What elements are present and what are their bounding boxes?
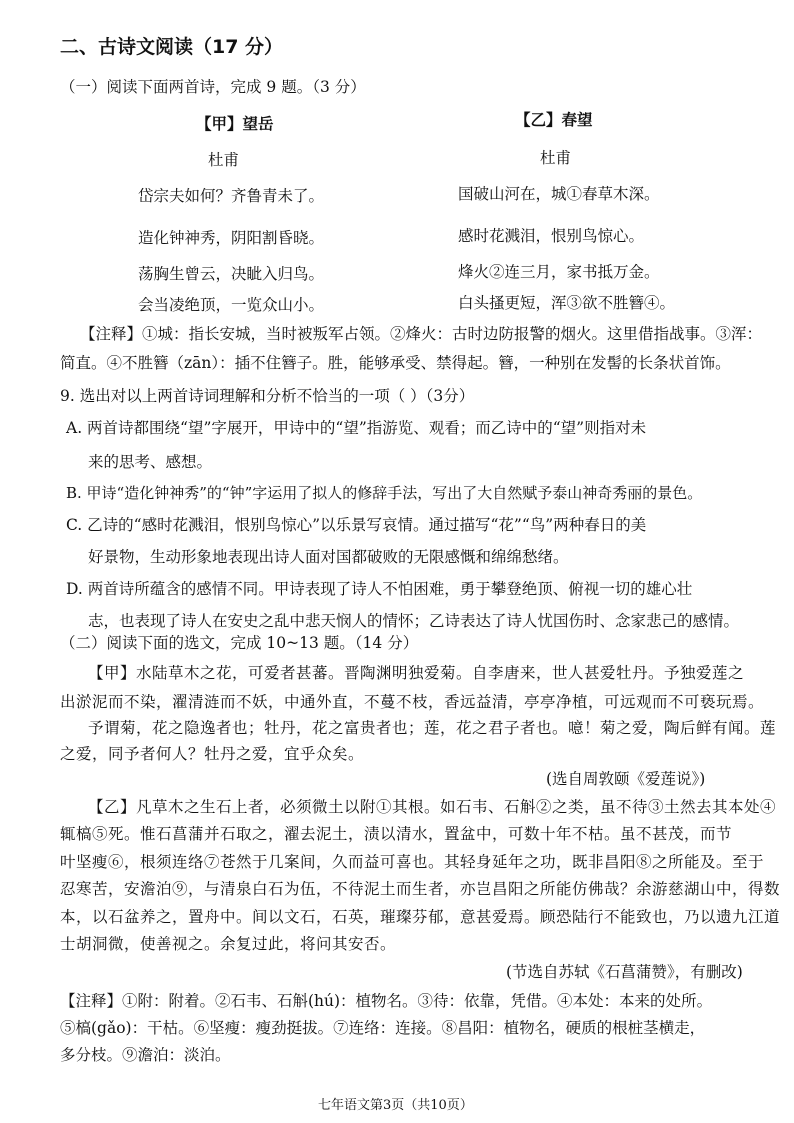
part1-notes: 【注释】①城：指长安城，当时被叛军占领。②烽火：古时边防报警的烟火。这里借指战事。③浑： bbox=[80, 325, 763, 343]
poem-b-author: 杜甫 bbox=[540, 149, 572, 167]
option-a: A. 两首诗都围绕“望”字展开，甲诗中的“望”指游览、观看；而乙诗中的“望”则指对未 bbox=[66, 419, 647, 437]
poem-b-line: 感时花溅泪，恨别鸟惊心。 bbox=[458, 227, 645, 245]
text-b-line: 叶坚瘦⑥，根须连络⑦苍然于几案间，久而益可喜也。其轻身延年之功，既非昌阳⑧之所能及。至于 bbox=[60, 853, 765, 871]
option-a-cont: 来的思考、感想。 bbox=[88, 453, 213, 471]
part2-notes: 【注释】①附：附着。②石韦、石斛(hú)：植物名。③待：依靠，凭借。④本处：本来的处所。 bbox=[60, 992, 713, 1010]
poem-a-author: 杜甫 bbox=[208, 151, 240, 169]
option-d: D. 两首诗所蕴含的感情不同。甲诗表现了诗人不怕困难，勇于攀登绝顶、俯视一切的雄心壮 bbox=[66, 580, 693, 598]
option-b: B. 甲诗“造化钟神秀”的“钟”字运用了拟人的修辞手法，写出了大自然赋予泰山神奇秀丽的景色。 bbox=[66, 484, 703, 502]
text-a-line: 出淤泥而不染，濯清涟而不妖，中通外直，不蔓不枝，香远益清，亭亭净植，可远观而不可亵玩焉。 bbox=[60, 693, 765, 711]
source-a: (选自周敦颐《爱莲说》) bbox=[546, 770, 706, 788]
text-b-line: 本，以石盆养之，置舟中。间以文石，石英，璀璨芬郁，意甚爱焉。顾恐陆行不能致也，乃以遗九江道 bbox=[60, 908, 781, 926]
poem-a-line: 会当凌绝顶，一览众山小。 bbox=[138, 296, 325, 314]
text-b-line: 士胡洞微，使善视之。余复过此，将问其安否。 bbox=[60, 935, 397, 953]
text-b-line: 【乙】凡草木之生石上者，必须微土以附①其根。如石韦、石斛②之类，虽不待③土然去其本处④ bbox=[88, 798, 777, 816]
text-b-line: 忍寒苦，安澹泊⑨，与清泉白石为伍，不待泥土而生者，亦岂昌阳之所能仿佛哉？余游慈湖山中，得数 bbox=[60, 880, 781, 898]
poem-a-line: 岱宗夫如何？齐鲁青未了。 bbox=[138, 187, 325, 205]
question-9: 9. 选出对以上两首诗词理解和分析不恰当的一项（ ）（3分） bbox=[60, 387, 475, 405]
text-a-line: 之爱，同予者何人？牡丹之爱，宜乎众矣。 bbox=[60, 745, 365, 763]
poem-b-line: 白头搔更短，浑③欲不胜簪④。 bbox=[458, 294, 676, 312]
part2-notes: ⑤槁(gǎo)：干枯。⑥坚瘦：瘦劲挺拔。⑦连络：连接。⑧昌阳：植物名，硬质的根桩茎横走， bbox=[60, 1019, 706, 1037]
part2-header: （二）阅读下面的选文，完成 10~13 题。（14 分） bbox=[60, 634, 419, 652]
option-c: C. 乙诗的“感时花溅泪，恨别鸟惊心”以乐景写哀情。通过描写“花”“鸟”两种春日的美 bbox=[66, 516, 647, 534]
poem-b-line: 烽火②连三月，家书抵万金。 bbox=[458, 263, 660, 281]
poem-a-line: 荡胸生曾云，决眦入归鸟。 bbox=[138, 265, 325, 283]
poem-a-title: 【甲】望岳 bbox=[196, 114, 274, 133]
text-a-line: 予谓菊，花之隐逸者也；牡丹，花之富贵者也；莲，花之君子者也。噫！菊之爱，陶后鲜有闻。莲 bbox=[88, 719, 777, 737]
option-c-cont: 好景物，生动形象地表现出诗人面对国都破败的无限感慨和绵绵愁绪。 bbox=[88, 548, 569, 566]
page-footer: 七年语文第3页（共10页） bbox=[318, 1098, 473, 1113]
option-d-cont: 志，也表现了诗人在安史之乱中悲天悯人的情怀；乙诗表达了诗人忧国伤时、念家悲己的感情。 bbox=[88, 612, 740, 630]
poem-b-title: 【乙】春望 bbox=[515, 110, 593, 129]
poem-b-line: 国破山河在，城①春草木深。 bbox=[458, 185, 660, 203]
text-b-line: 辄槁⑤死。惟石菖蒲并石取之，濯去泥土，渍以清水，置盆中，可数十年不枯。虽不甚茂，而节 bbox=[60, 825, 733, 843]
section-title: 二、古诗文阅读（17 分） bbox=[60, 36, 284, 58]
part1-header: （一）阅读下面两首诗，完成 9 题。（3 分） bbox=[60, 78, 366, 96]
text-a-line: 【甲】水陆草木之花，可爱者甚蕃。晋陶渊明独爱菊。自李唐来，世人甚爱牡丹。予独爱莲之 bbox=[88, 664, 745, 682]
source-b: (节选自苏轼《石菖蒲赞》，有删改) bbox=[506, 963, 743, 981]
part1-notes: 简直。④不胜簪（zān）：插不住簪子。胜，能够承受、禁得起。簪，一种别在发髻的长条状首饰。 bbox=[60, 354, 731, 372]
poem-a-line: 造化钟神秀，阴阳割昏晓。 bbox=[138, 229, 325, 247]
part2-notes: 多分枝。⑨澹泊：淡泊。 bbox=[60, 1046, 231, 1064]
